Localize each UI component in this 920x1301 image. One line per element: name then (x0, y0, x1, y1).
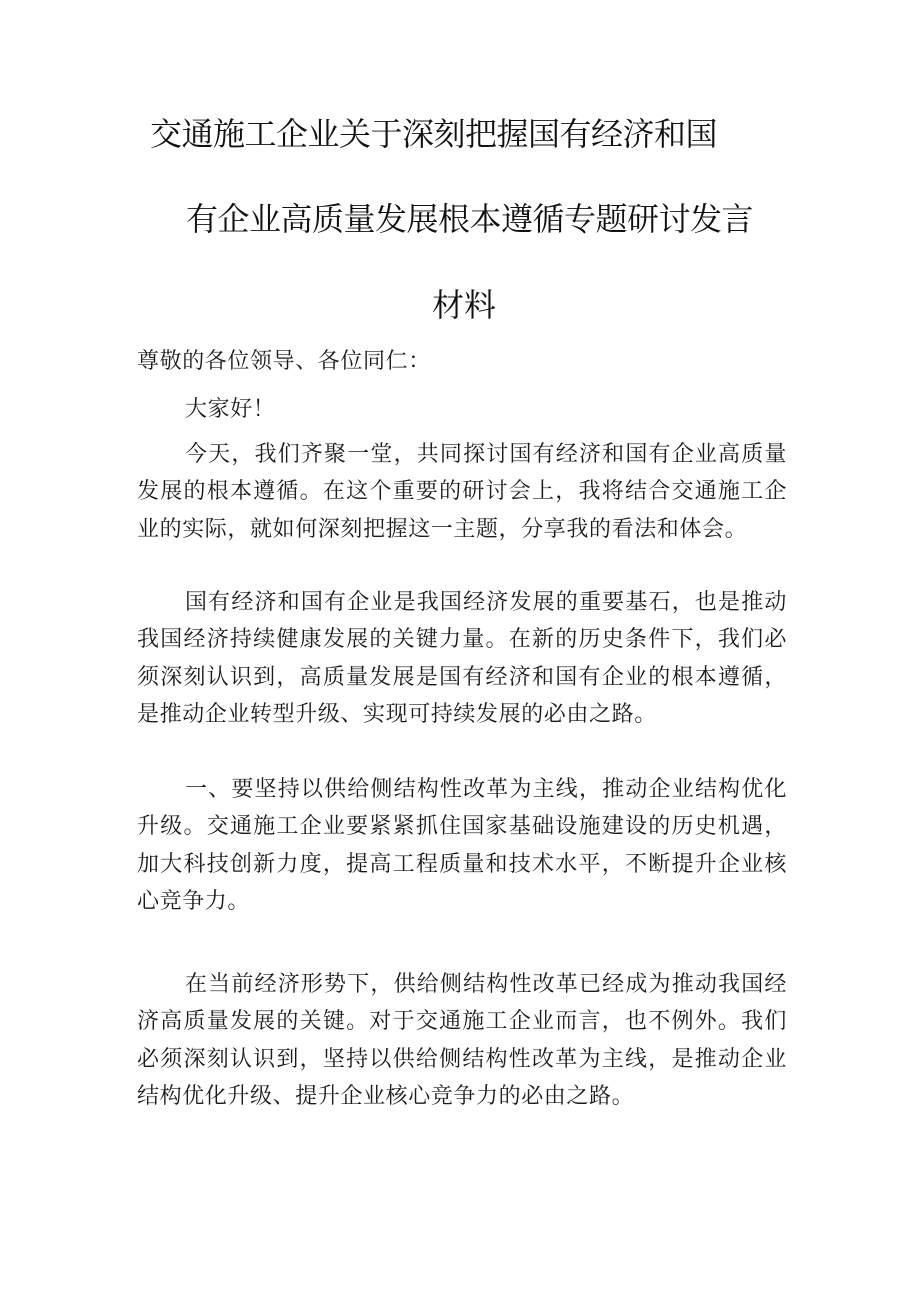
document-title-line-2: 有企业高质量发展根本遵循专题研讨发言 (186, 200, 754, 238)
greeting: 大家好！ (185, 397, 276, 422)
document-title-line-3: 材料 (432, 286, 497, 324)
document-title-line-1: 交通施工企业关于深刻把握国有经济和国 (150, 115, 718, 153)
salutation: 尊敬的各位领导、各位同仁： (137, 349, 431, 374)
paragraph-opening: 今天，我们齐聚一堂，共同探讨国有经济和国有企业高质量发展的根本遵循。在这个重要的研讨会上，我将结合交通施工企业的实际，就如何深刻把握这一主题，分享我的看法和体会。 (137, 442, 787, 542)
paragraph-point-one: 一、要坚持以供给侧结构性改革为主线，推动企业结构优化升级。交通施工企业要紧紧抓住国家基础设施建设的历史机遇，加大科技创新力度，提高工程质量和技术水平，不断提升企业核心竞争力。 (137, 777, 787, 914)
paragraph-supply-side-reform: 在当前经济形势下，供给侧结构性改革已经成为推动我国经济高质量发展的关键。对于交通施工企业而言，也不例外。我们必须深刻认识到，坚持以供给侧结构性改革为主线，是推动企业结构优化升级、提升企业核心竞争力的必由之路。 (137, 972, 787, 1109)
paragraph-background: 国有经济和国有企业是我国经济发展的重要基石，也是推动我国经济持续健康发展的关键力量。在新的历史条件下，我们必须深刻认识到，高质量发展是国有经济和国有企业的根本遵循，是推动企业转型升级、实现可持续发展的必由之路。 (137, 590, 787, 727)
